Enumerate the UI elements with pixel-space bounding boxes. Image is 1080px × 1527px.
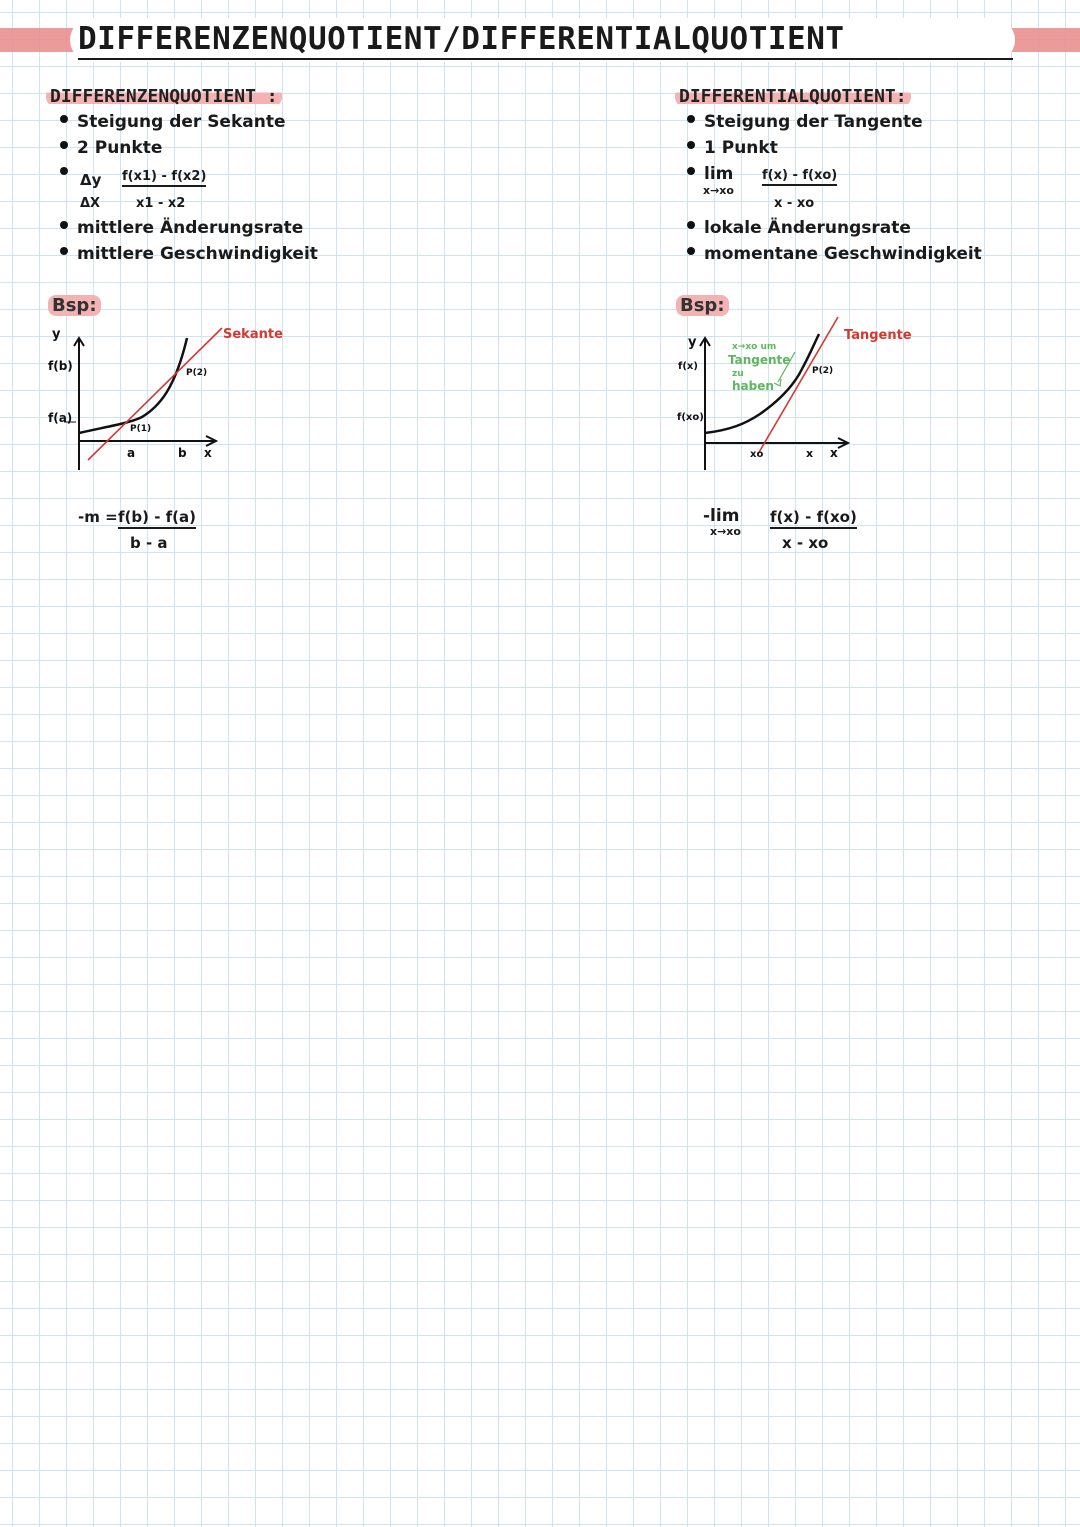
x-label: x (204, 446, 212, 460)
note-arrow-icon (774, 379, 781, 386)
left-bullet-4: mittlere Änderungsrate (60, 218, 303, 238)
left-formula-num: f(b) - f(a) (118, 508, 196, 526)
left-dy: Δy (80, 171, 102, 189)
b-label: b (178, 446, 187, 460)
p1-label: P(1) (130, 424, 152, 434)
secant-label: Sekante (223, 327, 283, 342)
right-formula-sub: x→xo (710, 525, 741, 538)
right-bullet-4: lokale Änderungsrate (687, 218, 911, 238)
tangent-label: Tangente (844, 328, 912, 343)
tangent-graph (670, 312, 940, 482)
x2-label: x (830, 446, 838, 460)
fx-label: f(x) (678, 361, 698, 372)
right-formula-lim: -lim (703, 506, 740, 526)
right-bullet-3: lim (687, 164, 733, 184)
right-example-label: Bsp: (676, 295, 729, 316)
left-bullet-1: Steigung der Sekante (60, 112, 286, 132)
y-label: y (688, 335, 697, 350)
left-bullet-2: 2 Punkte (60, 138, 162, 158)
page-title: DIFFERENZENQUOTIENT/DIFFERENTIALQUOTIENT (78, 20, 1013, 60)
bullet-dot-icon (60, 221, 68, 229)
fb-label: f(b) (48, 359, 73, 373)
right-formula-den: x - xo (782, 534, 829, 552)
fxo-label: f(xo) (677, 412, 704, 423)
right-bullet-2: 1 Punkt (687, 138, 778, 158)
bullet-dot-icon (687, 115, 695, 123)
function-curve (79, 338, 187, 433)
left-quotient-den: x1 - x2 (136, 196, 186, 211)
secant-graph (40, 318, 300, 478)
note-line-4: haben (732, 379, 774, 393)
right-formula-num: f(x) - f(xo) (770, 508, 857, 526)
note-line-3: zu (732, 369, 744, 379)
left-dx: ΔX (80, 196, 101, 211)
right-heading: DIFFERENTIALQUOTIENT: (675, 86, 911, 107)
bullet-dot-icon (687, 221, 695, 229)
x1-label: x (806, 447, 814, 460)
bullet-dot-icon (60, 141, 68, 149)
left-formula-lhs: -m = (78, 508, 118, 526)
bullet-dot-icon (687, 167, 695, 175)
left-bullet-5: mittlere Geschwindigkeit (60, 244, 318, 264)
a-label: a (127, 446, 136, 460)
xo-label: xo (750, 449, 764, 460)
note-line-1: x→xo um (732, 342, 777, 352)
right-bullet-1: Steigung der Tangente (687, 112, 923, 132)
bullet-dot-icon (687, 247, 695, 255)
y-label: y (52, 327, 61, 342)
p2-label: P(2) (186, 368, 208, 378)
right-quotient-num: f(x) - f(xo) (762, 168, 837, 183)
bullet-dot-icon (60, 115, 68, 123)
right-quotient-den: x - xo (774, 196, 815, 211)
left-quotient-num: f(x1) - f(x2) (122, 169, 206, 184)
left-bullet-3 (60, 164, 77, 184)
bullet-dot-icon (60, 167, 68, 175)
right-lim-sub: x→xo (703, 184, 734, 197)
left-example-label: Bsp: (48, 295, 101, 316)
left-formula-den: b - a (130, 534, 168, 552)
left-heading: DIFFERENZENQUOTIENT : (46, 86, 282, 107)
bullet-dot-icon (60, 247, 68, 255)
note-line-2: Tangente (728, 353, 791, 367)
bullet-dot-icon (687, 141, 695, 149)
p2-label: P(2) (812, 366, 834, 376)
fa-label: f(a) (48, 411, 73, 425)
right-bullet-5: momentane Geschwindigkeit (687, 244, 982, 264)
